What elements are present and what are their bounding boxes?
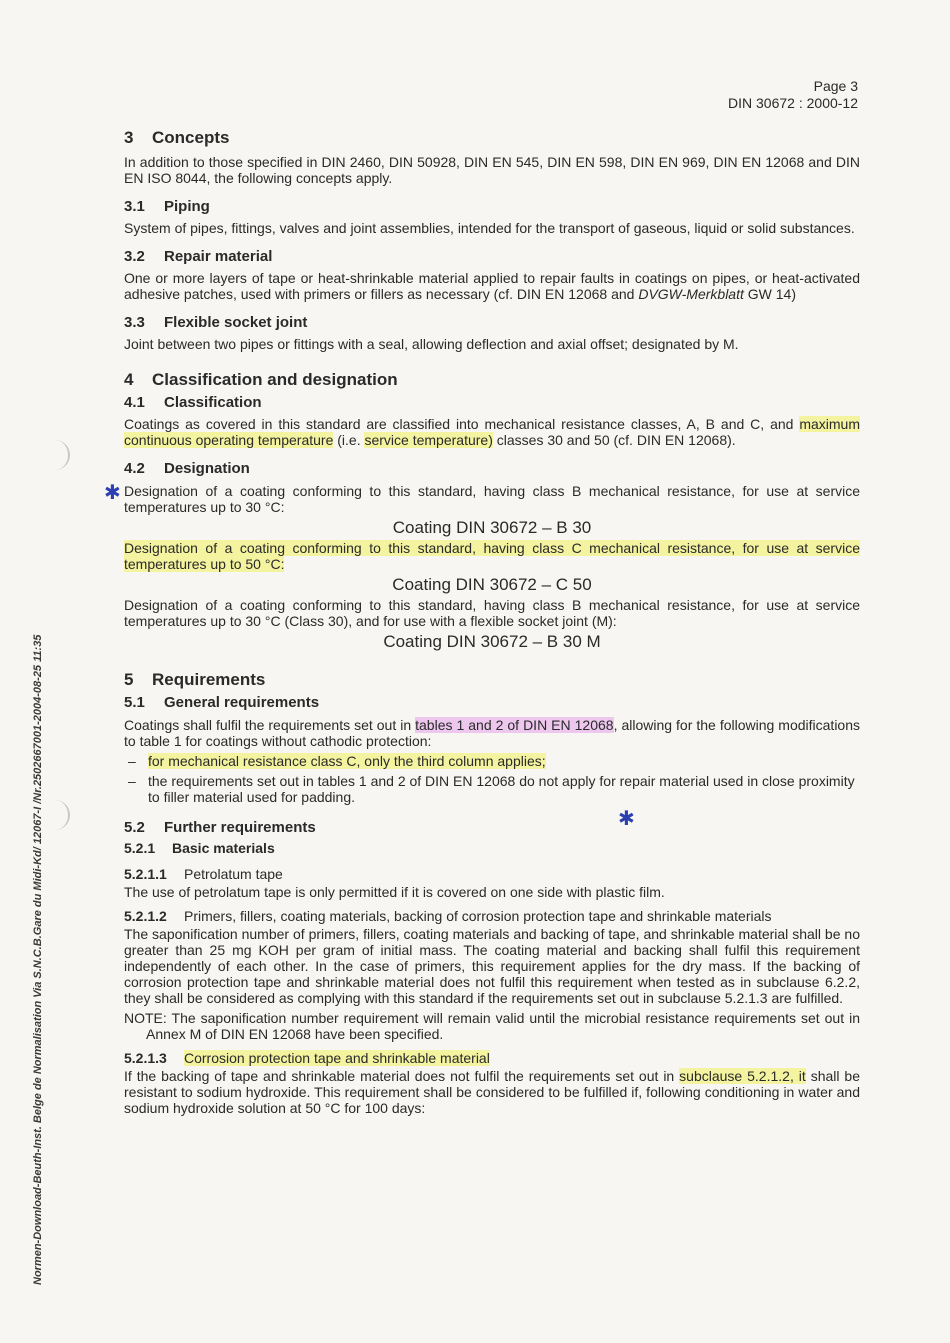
highlight: subclause 5.2.1.2, it (679, 1068, 806, 1084)
paragraph: Designation of a coating conforming to this standard, having class B mechanical resistance, for use at service temperatures up to 30 °C (Class 30), and for use with a flexible socket joint (M): (124, 597, 860, 629)
subsection-heading: 4.2 Designation (124, 460, 250, 477)
section-heading: 4 Classification and designation (124, 370, 398, 389)
list-item: – the requirements set out in tables 1 and 2 of DIN EN 12068 do not apply for repair material used in close proximity to filler material used for padding. (148, 773, 860, 805)
paragraph: Designation of a coating conforming to this standard, having class B mechanical resistance, for use at service temperatures up to 30 °C: (124, 483, 860, 515)
paragraph: System of pipes, fittings, valves and joint assemblies, intended for the transport of gaseous, liquid or solid substances. (124, 220, 855, 236)
subsection-heading: 3.1 Piping (124, 198, 210, 215)
clause-heading: 5.2.1.1 Petrolatum tape (124, 866, 283, 882)
highlight: Corrosion protection tape and shrinkable material (184, 1050, 490, 1066)
margin-stamp: Normen-Download-Beuth-Inst. Belge de Normalisation Via S.N.C.B.Gare du Midi-Kd/ 12067-I /Nr.2502667001-2004-08-25 11:35 (32, 634, 44, 1285)
designation-example: Coating DIN 30672 – B 30 (392, 518, 592, 537)
subsection-heading: 4.1 Classification (124, 394, 262, 411)
subsubsection-heading: 5.2.1 Basic materials (124, 840, 275, 856)
section-heading: 3 Concepts (124, 128, 230, 147)
section-heading: 5 Requirements (124, 670, 266, 689)
subsection-heading: 5.1 General requirements (124, 694, 320, 711)
paragraph (124, 540, 860, 572)
page-header (728, 78, 858, 112)
paragraph: The use of petrolatum tape is only permitted if it is covered on one side with plastic film. (124, 884, 665, 900)
pen-asterisk-icon: ✱ (618, 808, 635, 830)
subsection-heading: 3.3 Flexible socket joint (124, 314, 308, 331)
note: NOTE: The saponification number requirement will remain valid until the microbial resistance requirements set out in Annex M of DIN EN 12068 have been specified. (124, 1010, 860, 1042)
designation-example: Coating DIN 30672 – B 30 M (383, 632, 601, 651)
subsection-heading: 3.2 Repair material (124, 248, 273, 265)
pen-asterisk-icon: ✱ (104, 482, 121, 504)
document-id: DIN 30672 : 2000-12 (728, 95, 858, 111)
highlight: tables 1 and 2 of DIN EN 12068 (415, 717, 614, 733)
paragraph: The saponification number of primers, fillers, coating materials and backing of tape, and shrinkable material shall be no greater than 25 mg KOH per gram of initial mass. The coating material and backing shall fulfil this requirement independently of each other. In the case of primers, this requirement applies for the dry mass. If the backing of corrosion protection tape and shrinkable material does not fulfil this requirement when tested as in subclause 6.2.2, they shall be considered as complying with this standard if the requirements set out in subclause 5.2.1.3 are fulfilled. (124, 926, 860, 1006)
clause-heading: 5.2.1.3 Corrosion protection tape and shrinkable material (124, 1050, 490, 1066)
punch-hole-mark (44, 800, 70, 830)
clause-heading: 5.2.1.2 Primers, fillers, coating materials, backing of corrosion protection tape and shrinkable materials (124, 908, 772, 924)
paragraph: One or more layers of tape or heat-shrinkable material applied to repair faults in coatings on pipes, or heat-activated adhesive patches, used with primers or fillers as necessary (cf. DIN EN 12068 and DVGW-Merkblatt GW 14) (124, 270, 860, 302)
highlight: for mechanical resistance class C, only the third column applies; (148, 753, 546, 769)
paragraph: In addition to those specified in DIN 2460, DIN 50928, DIN EN 545, DIN EN 598, DIN EN 969, DIN EN 12068 and DIN EN ISO 8044, the following concepts apply. (124, 154, 860, 186)
paragraph: Coatings as covered in this standard are classified into mechanical resistance classes, A, B and C, and maximum continuous operating temperature (i.e. service temperature) classes 30 and 50 (cf. DIN EN 12068). (124, 416, 860, 448)
paragraph: If the backing of tape and shrinkable material does not fulfil the requirements set out in subclause 5.2.1.2, it shall be resistant to sodium hydroxide. This requirement shall be considered to be fulfilled if, following conditioning in water and sodium hydroxide solution at 50 °C for 100 days: (124, 1068, 860, 1116)
highlight: maximum continuous operating temperature (124, 416, 860, 448)
punch-hole-mark (44, 440, 70, 470)
modification-list (124, 753, 860, 805)
highlight: Designation of a coating conforming to this standard, having class C mechanical resistance, for use at service temperatures up to 50 °C: (124, 540, 860, 572)
highlight: service temperature) (364, 432, 493, 448)
subsection-heading: 5.2 Further requirements (124, 819, 316, 836)
document-body (124, 128, 860, 1116)
paragraph: Coatings shall fulfil the requirements set out in tables 1 and 2 of DIN EN 12068, allowing for the following modifications to table 1 for coatings without cathodic protection: (124, 717, 861, 749)
designation-example: Coating DIN 30672 – C 50 (392, 575, 592, 594)
page-number: Page 3 (813, 78, 858, 94)
list-item (148, 753, 860, 769)
paragraph: Joint between two pipes or fittings with a seal, allowing deflection and axial offset; designated by M. (124, 336, 739, 352)
